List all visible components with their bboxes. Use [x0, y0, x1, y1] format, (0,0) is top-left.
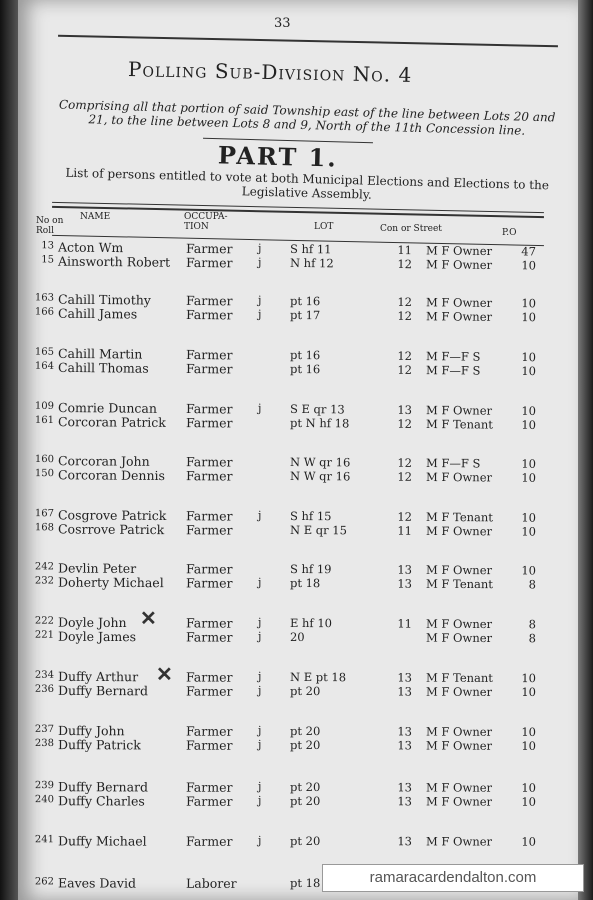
cell-occ: Farmer: [185, 833, 233, 849]
cell-no: 242: [34, 561, 55, 573]
cell-name: Duffy Patrick: [57, 737, 141, 753]
cell-status: M F Owner: [425, 738, 493, 753]
cell-occ: Farmer: [185, 415, 233, 431]
cell-name: Corcoran Dennis: [57, 467, 166, 484]
cell-po: 10: [521, 350, 537, 365]
cell-name: Doyle John: [57, 614, 127, 631]
table-row: [18, 521, 578, 540]
cell-name: Eaves David: [57, 875, 136, 891]
cell-occ: Farmer: [185, 669, 233, 685]
cell-po: 10: [521, 310, 537, 325]
cell-occ: Farmer: [185, 361, 233, 377]
cell-occ: Farmer: [185, 468, 233, 484]
table-row: [18, 414, 578, 433]
table-row: [18, 467, 578, 486]
column-header-lot: LOT: [314, 222, 334, 232]
cell-status: M F Owner: [425, 630, 493, 646]
cell-lot: S hf 11: [289, 241, 332, 257]
cell-name: Duffy Michael: [57, 833, 147, 849]
cell-mark: j: [257, 293, 262, 307]
book-binding-left: [0, 0, 18, 900]
cell-po: 10: [521, 780, 537, 795]
cell-status: M F—F S: [425, 455, 481, 471]
cell-po: 10: [521, 724, 537, 739]
cell-con: 13: [397, 562, 413, 577]
cell-no: 160: [34, 453, 55, 466]
cell-po: 10: [521, 363, 537, 379]
cell-status: M F Tenant: [425, 670, 493, 685]
cell-name: Corcoran John: [57, 453, 150, 469]
cell-po: 10: [521, 510, 537, 525]
subdivision-description: Comprising all that portion of said Township east of the line between Lots 20 and 21, to the line between Lots 8 and 9, North of the 11th Concession line.: [58, 97, 556, 138]
cell-occ: Farmer: [185, 683, 233, 699]
cell-no: 161: [34, 414, 55, 427]
cell-po: 10: [521, 417, 537, 432]
cell-con: 13: [397, 670, 413, 685]
page-title: Polling Sub-Division No. 4: [127, 57, 413, 87]
cell-lot: pt N hf 18: [289, 415, 350, 431]
cell-po: 10: [521, 563, 537, 578]
cell-status: M F Owner: [425, 684, 493, 699]
cell-occ: Farmer: [185, 723, 233, 739]
cell-con: 13: [397, 794, 413, 809]
cell-name: Cahill Thomas: [57, 359, 149, 376]
cell-name: Duffy Arthur: [57, 668, 139, 685]
cell-no: 168: [34, 522, 55, 534]
cell-status: M F Owner: [425, 616, 493, 632]
cell-status: M F Tenant: [425, 509, 494, 525]
cell-po: 47: [521, 244, 537, 259]
cell-occ: Farmer: [185, 629, 233, 645]
cell-no: 13: [41, 240, 55, 252]
cell-occ: Farmer: [185, 346, 233, 363]
book-edge-right: [578, 0, 593, 900]
page-number: 33: [274, 16, 291, 31]
cell-mark: j: [257, 508, 262, 522]
cell-status: M F Owner: [425, 309, 493, 324]
handwritten-x-mark: ✕: [140, 606, 157, 630]
cell-lot: pt 17: [289, 307, 321, 323]
cell-no: 15: [41, 254, 55, 266]
cell-status: M F Owner: [425, 780, 493, 795]
top-rule: [58, 35, 558, 47]
cell-lot: S hf 19: [289, 561, 332, 577]
cell-con: 13: [397, 724, 413, 739]
cell-status: M F—F S: [425, 349, 481, 364]
table-row: [18, 574, 578, 592]
cell-mark: j: [257, 793, 262, 807]
cell-occ: Farmer: [185, 254, 233, 271]
cell-status: M F Owner: [425, 257, 493, 272]
cell-lot: N W qr 16: [289, 454, 351, 470]
cell-occ: Farmer: [185, 292, 233, 309]
cell-po: 8: [528, 577, 537, 592]
cell-name: Cosgrove Patrick: [57, 507, 167, 524]
cell-lot: N E qr 15: [289, 522, 347, 538]
table-row: [18, 683, 578, 701]
voters-list-page: [18, 0, 578, 900]
cell-lot: pt 20: [289, 793, 321, 809]
cell-occ: Farmer: [185, 454, 233, 470]
cell-no: 236: [34, 683, 55, 695]
cell-no: 262: [34, 876, 55, 888]
cell-con: 12: [397, 455, 413, 470]
cell-mark: j: [257, 723, 262, 737]
cell-name: Duffy Charles: [57, 793, 145, 809]
cell-status: M F—F S: [425, 363, 481, 378]
cell-occ: Farmer: [185, 240, 233, 257]
cell-con: 13: [397, 780, 413, 795]
cell-name: Cahill Martin: [57, 345, 143, 362]
cell-status: M F Owner: [425, 403, 493, 418]
cell-po: 10: [521, 685, 537, 700]
cell-con: 11: [397, 616, 413, 631]
cell-po: 10: [521, 296, 537, 311]
cell-con: 12: [397, 348, 413, 364]
cell-status: M F Owner: [425, 794, 493, 809]
cell-con: 13: [397, 738, 413, 753]
part-heading: PART 1.: [217, 140, 339, 173]
cell-name: Devlin Peter: [57, 560, 137, 576]
cell-po: 10: [521, 403, 537, 418]
cell-con: 12: [397, 416, 413, 431]
cell-lot: N W qr 16: [289, 468, 351, 484]
cell-lot: pt 20: [289, 833, 321, 849]
cell-occ: Farmer: [185, 575, 233, 591]
cell-mark: j: [257, 629, 262, 643]
cell-name: Duffy Bernard: [57, 682, 149, 699]
cell-con: 13: [397, 834, 413, 849]
cell-mark: j: [257, 255, 262, 269]
cell-no: 167: [34, 508, 55, 520]
cell-con: 13: [397, 576, 413, 591]
handwritten-x-mark: ✕: [156, 662, 173, 686]
cell-occ: Farmer: [185, 737, 233, 753]
cell-occ: Farmer: [185, 561, 233, 577]
cell-po: 10: [521, 456, 537, 471]
cell-no: 163: [34, 292, 55, 304]
cell-status: M F Owner: [425, 523, 493, 539]
cell-occ: Farmer: [185, 522, 233, 538]
list-subtitle: List of persons entitled to vote at both Municipal Elections and Elections to the Legislative Assembly.: [65, 165, 550, 202]
cell-con: 12: [397, 294, 413, 310]
cell-lot: N hf 12: [289, 255, 334, 271]
cell-name: Comrie Duncan: [57, 399, 157, 416]
cell-name: Cosrrove Patrick: [57, 521, 165, 538]
cell-name: Duffy John: [57, 722, 125, 739]
cell-lot: pt 18: [289, 875, 321, 891]
column-header-po: P.O: [502, 228, 517, 238]
cell-lot: S E qr 13: [289, 401, 345, 417]
cell-lot: pt 20: [289, 723, 321, 739]
cell-con: 12: [397, 308, 413, 324]
cell-lot: 20: [289, 629, 305, 645]
cell-no: 164: [34, 360, 55, 372]
cell-con: 12: [397, 469, 413, 484]
cell-lot: pt 20: [289, 683, 321, 699]
cell-no: 237: [34, 723, 55, 735]
cell-lot: pt 16: [289, 293, 321, 309]
cell-no: 240: [34, 794, 55, 806]
table-row: [18, 629, 578, 647]
cell-lot: S hf 15: [289, 508, 332, 524]
cell-occ: Laborer: [185, 875, 237, 891]
column-header-occupation: OCCUPA-TION: [184, 212, 228, 232]
cell-occ: Farmer: [185, 779, 233, 795]
cell-mark: j: [257, 241, 262, 255]
cell-con: 11: [397, 523, 413, 538]
cell-con: 12: [397, 509, 413, 524]
cell-lot: pt 18: [289, 575, 321, 591]
cell-status: M F Owner: [425, 469, 493, 485]
cell-no: 241: [34, 834, 55, 846]
cell-occ: Farmer: [185, 615, 233, 631]
cell-status: M F Owner: [425, 562, 493, 578]
cell-status: M F Tenant: [425, 576, 493, 592]
cell-mark: j: [257, 307, 262, 321]
cell-mark: j: [257, 833, 262, 847]
cell-name: Corcoran Patrick: [57, 414, 166, 430]
cell-status: M F Tenant: [425, 417, 494, 432]
cell-no: 165: [34, 346, 55, 358]
cell-con: 13: [397, 684, 413, 699]
cell-con: 12: [397, 362, 413, 377]
cell-po: 10: [521, 834, 537, 849]
cell-po: 10: [521, 671, 537, 686]
cell-po: 10: [521, 738, 537, 753]
cell-mark: j: [257, 683, 262, 697]
cell-status: M F Owner: [425, 243, 493, 259]
website-watermark: ramaracardendalton.com: [322, 864, 584, 892]
table-row: [18, 737, 578, 754]
cell-name: Cahill James: [57, 305, 138, 322]
cell-status: M F Owner: [425, 724, 493, 739]
cell-mark: j: [257, 737, 262, 751]
cell-con: 11: [397, 243, 413, 258]
column-header-con: Con or Street: [380, 224, 442, 234]
cell-lot: pt 16: [289, 361, 321, 377]
cell-po: 10: [521, 794, 537, 809]
column-header-no: No on Roll: [36, 216, 64, 236]
cell-name: Acton Wm: [57, 239, 124, 256]
cell-mark: j: [257, 669, 262, 683]
cell-no: 222: [34, 615, 55, 627]
cell-no: 221: [34, 629, 55, 641]
cell-occ: Farmer: [185, 793, 233, 809]
cell-lot: pt 20: [289, 779, 321, 795]
cell-no: 238: [34, 737, 55, 750]
cell-mark: j: [257, 401, 262, 415]
cell-lot: pt 16: [289, 347, 321, 363]
cell-name: Ainsworth Robert: [57, 253, 171, 270]
cell-con: 12: [397, 257, 413, 272]
cell-occ: Farmer: [185, 306, 233, 323]
cell-po: 8: [528, 631, 537, 646]
cell-mark: j: [257, 779, 262, 793]
cell-name: Duffy Bernard: [57, 779, 149, 795]
cell-po: 10: [521, 470, 537, 485]
cell-lot: E hf 10: [289, 615, 333, 631]
cell-no: 232: [34, 575, 55, 587]
cell-status: M F Owner: [425, 834, 493, 849]
cell-lot: pt 20: [289, 737, 321, 753]
cell-mark: j: [257, 575, 262, 589]
cell-no: 150: [34, 468, 55, 480]
cell-po: 8: [528, 617, 537, 632]
cell-name: Doherty Michael: [57, 574, 164, 591]
cell-no: 234: [34, 669, 55, 681]
cell-po: 10: [521, 524, 537, 539]
cell-con: 13: [397, 402, 413, 417]
cell-lot: N E pt 18: [289, 669, 347, 685]
table-row: [18, 833, 578, 850]
cell-status: M F Owner: [425, 295, 493, 310]
cell-name: Cahill Timothy: [57, 291, 151, 308]
cell-name: Doyle James: [57, 628, 137, 645]
table-row: [18, 793, 578, 810]
cell-no: 166: [34, 306, 55, 318]
column-header-name: NAME: [80, 212, 111, 222]
cell-occ: Farmer: [185, 401, 233, 417]
cell-occ: Farmer: [185, 508, 233, 524]
cell-no: 239: [34, 780, 55, 792]
cell-mark: j: [257, 615, 262, 629]
cell-po: 10: [521, 258, 537, 273]
cell-no: 109: [34, 400, 55, 412]
